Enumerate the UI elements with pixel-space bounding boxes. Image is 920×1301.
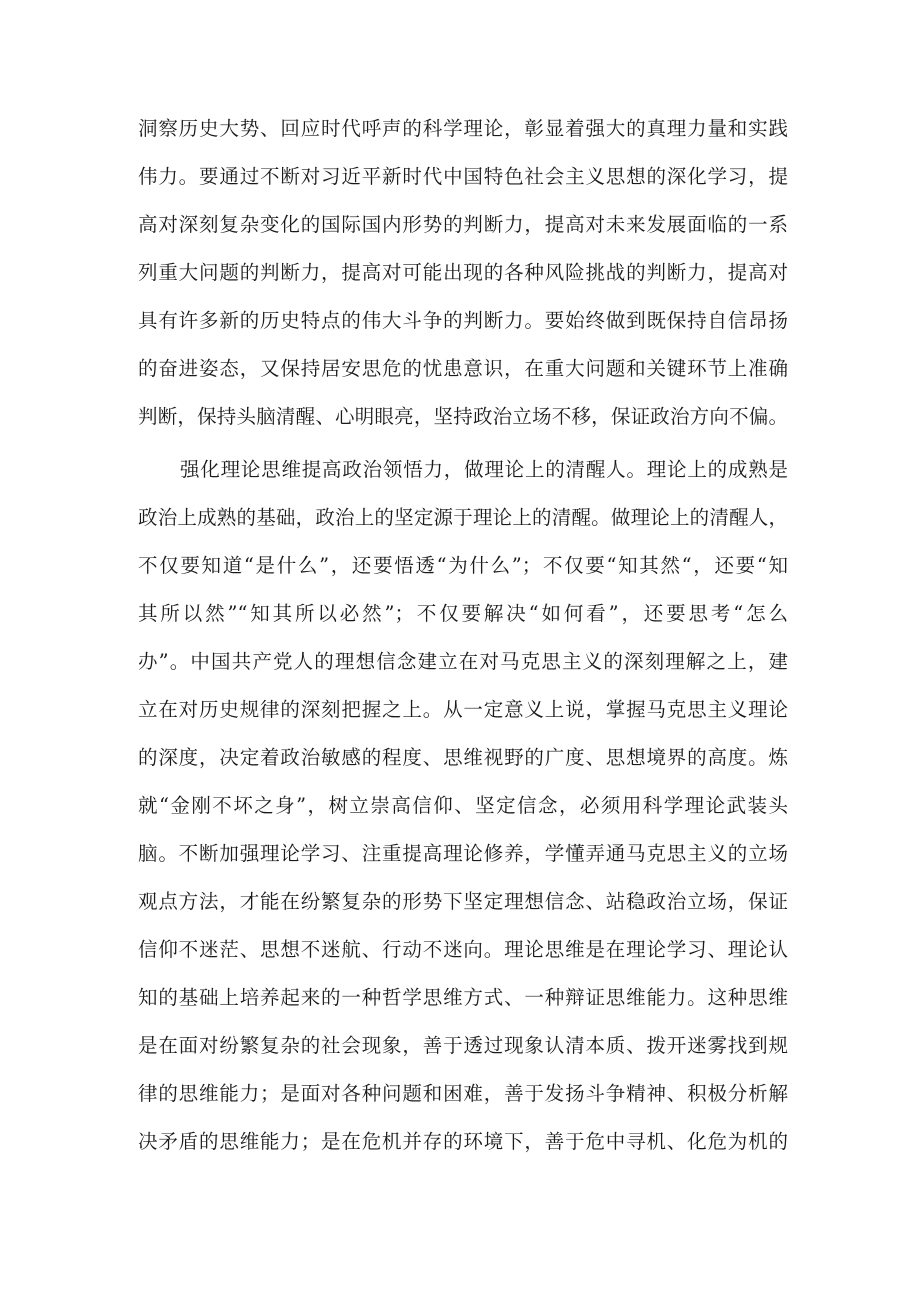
paragraph-2-line-10: 观点方法，才能在纷繁复杂的形势下坚定理想信念、站稳政治立场，保证 bbox=[138, 890, 788, 913]
paragraph-2-line-9: 脑。不断加强理论学习、注重提高理论修养，学懂弄通马克思主义的立场 bbox=[138, 842, 788, 865]
paragraph-2-line-15: 决矛盾的思维能力；是在危机并存的环境下，善于危中寻机、化危为机的 bbox=[138, 1130, 788, 1153]
paragraph-2-line-11: 信仰不迷茫、思想不迷航、行动不迷向。理论思维是在理论学习、理论认 bbox=[138, 938, 788, 961]
paragraph-1-line-6: 的奋进姿态，又保持居安思危的忧患意识，在重大问题和关键环节上准确 bbox=[138, 357, 788, 380]
paragraph-2-line-3: 不仅要知道“是什么”，还要悟透“为什么”；不仅要“知其然“，还要“知 bbox=[138, 554, 788, 577]
paragraph-1-line-3: 高对深刻复杂变化的国际国内形势的判断力，提高对未来发展面临的一系 bbox=[138, 213, 788, 236]
paragraph-2-line-13: 是在面对纷繁复杂的社会现象，善于透过现象认清本质、拨开迷雾找到规 bbox=[138, 1034, 788, 1057]
paragraph-1-line-7: 判断，保持头脑清醒、心明眼亮，坚持政治立场不移，保证政治方向不偏。 bbox=[138, 405, 788, 428]
paragraph-1-line-2: 伟力。要通过不断对习近平新时代中国特色社会主义思想的深化学习，提 bbox=[138, 165, 788, 188]
paragraph-1-line-5: 具有许多新的历史特点的伟大斗争的判断力。要始终做到既保持自信昂扬 bbox=[138, 309, 788, 332]
paragraph-2-line-6: 立在对历史规律的深刻把握之上。从一定意义上说，掌握马克思主义理论 bbox=[138, 698, 788, 721]
paragraph-2-line-2: 政治上成熟的基础，政治上的坚定源于理论上的清醒。做理论上的清醒人， bbox=[138, 506, 788, 529]
paragraph-2-line-8: 就“金刚不坏之身”，树立崇高信仰、坚定信念，必须用科学理论武装头 bbox=[138, 794, 788, 817]
paragraph-2-line-7: 的深度，决定着政治敏感的程度、思维视野的广度、思想境界的高度。炼 bbox=[138, 746, 788, 769]
paragraph-2-line-12: 知的基础上培养起来的一种哲学思维方式、一种辩证思维能力。这种思维 bbox=[138, 986, 788, 1009]
paragraph-1-line-1: 洞察历史大势、回应时代呼声的科学理论，彰显着强大的真理力量和实践 bbox=[138, 117, 788, 140]
paragraph-2-line-4: 其所以然”“知其所以必然”；不仅要解决“如何看”，还要思考“怎么 bbox=[138, 602, 788, 625]
paragraph-2-line-14: 律的思维能力；是面对各种问题和困难，善于发扬斗争精神、积极分析解 bbox=[138, 1082, 788, 1105]
paragraph-1-line-4: 列重大问题的判断力，提高对可能出现的各种风险挑战的判断力，提高对 bbox=[138, 261, 788, 284]
paragraph-2-line-5: 办”。中国共产党人的理想信念建立在对马克思主义的深刻理解之上，建 bbox=[138, 650, 788, 673]
paragraph-2-line-1: 强化理论思维提高政治领悟力，做理论上的清醒人。理论上的成熟是 bbox=[180, 458, 788, 481]
